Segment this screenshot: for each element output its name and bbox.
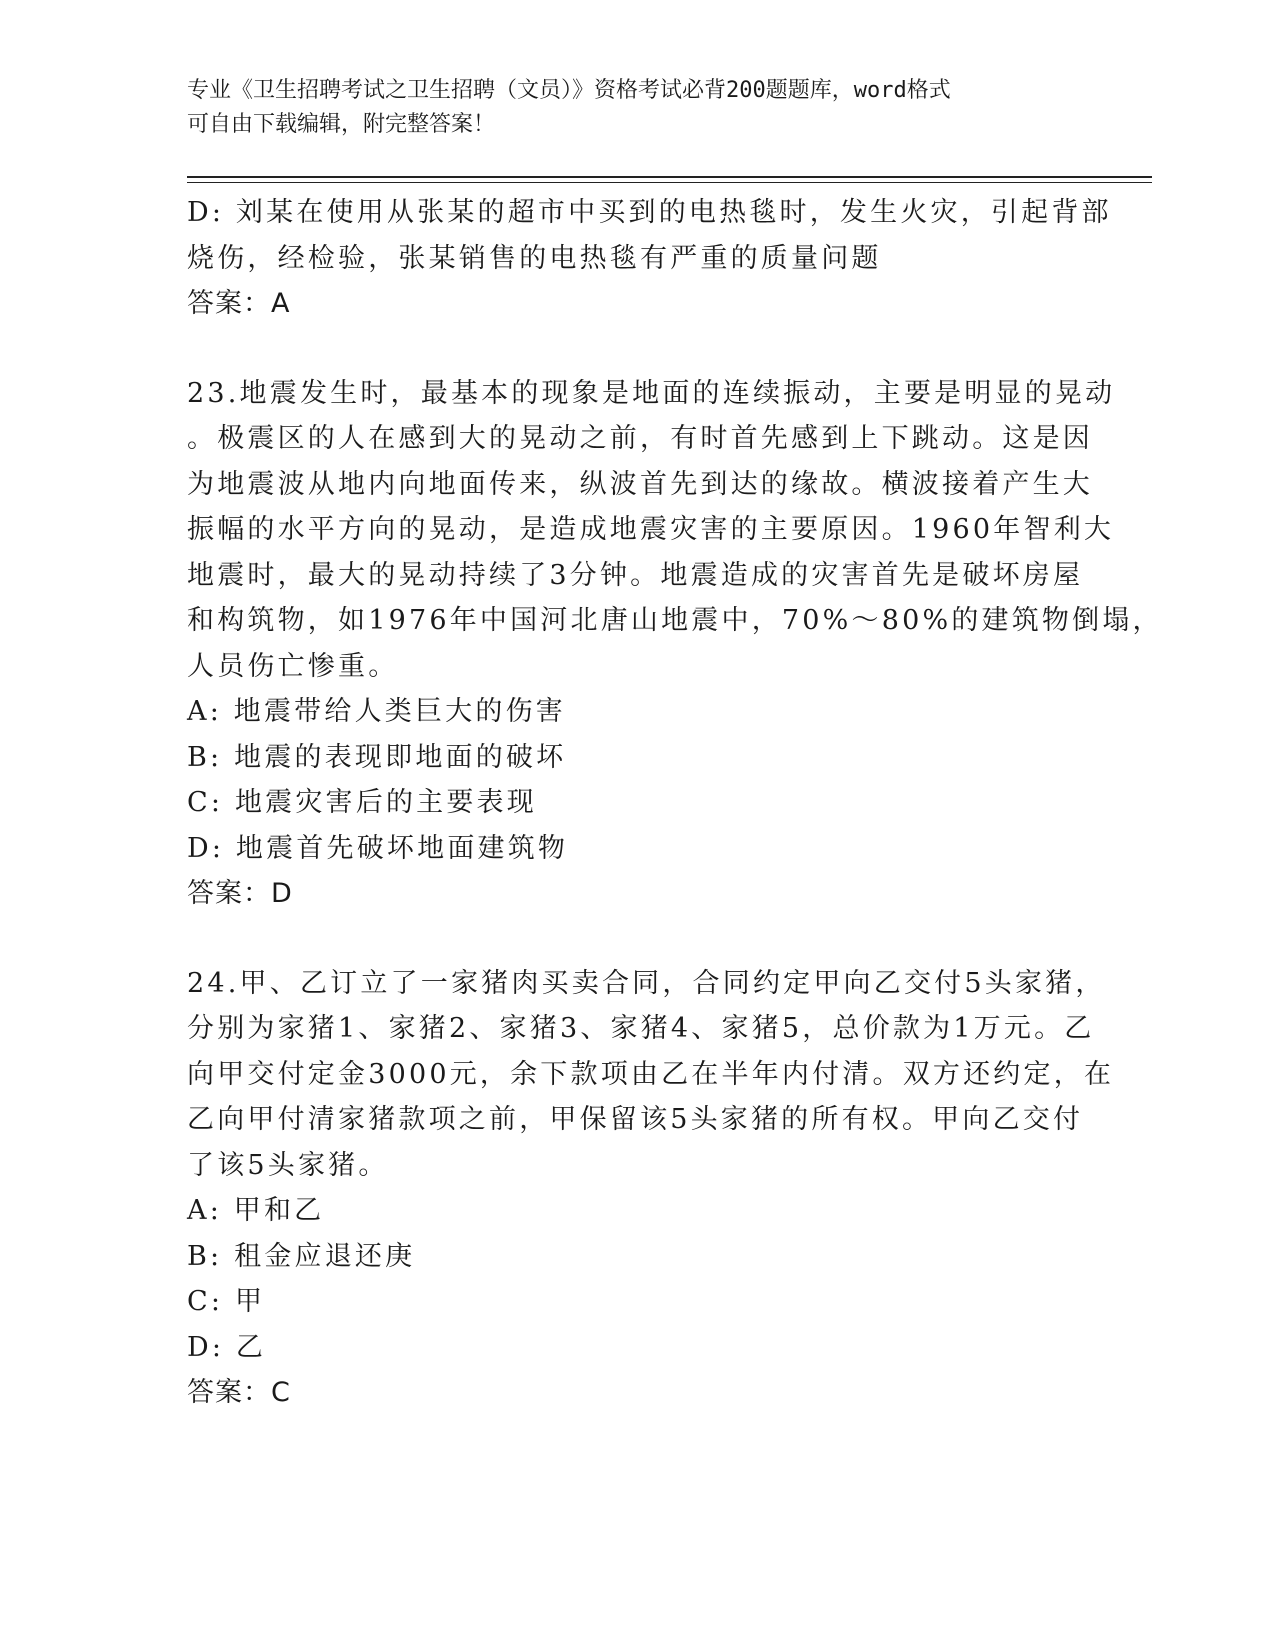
question-23	[187, 371, 1163, 917]
spacer	[187, 917, 1097, 961]
question-stem-line: 向甲交付定金3000元，余下款项由乙在半年内付清。双方还约定，在	[187, 1058, 1115, 1090]
option-d-line-2: 烧伤，经检验，张某销售的电热毯有严重的质量问题	[187, 242, 882, 274]
option-b: B: 地震的表现即地面的破坏	[187, 741, 567, 773]
question-stem-line: 地震时，最大的晃动持续了3分钟。地震造成的灾害首先是破坏房屋	[187, 559, 1084, 591]
question-content	[187, 190, 1163, 1416]
page-header	[187, 74, 1067, 142]
spacer	[187, 327, 1097, 371]
question-stem-line: 为地震波从地内向地面传来，纵波首先到达的缘故。横波接着产生大	[187, 468, 1093, 500]
answer-line: 答案：D	[187, 878, 293, 909]
header-title-line-2: 可自由下载编辑，附完整答案！	[187, 112, 496, 137]
header-title-line-1: 专业《卫生招聘考试之卫生招聘（文员）》资格考试必背200题题库，word格式	[187, 78, 951, 103]
option-b: B: 租金应退还庚	[187, 1240, 416, 1272]
option-c: C: 甲	[187, 1286, 266, 1317]
header-divider-thick	[187, 176, 1152, 178]
question-stem-line: 。极震区的人在感到大的晃动之前，有时首先感到上下跳动。这是因	[187, 423, 1093, 454]
option-c: C: 地震灾害后的主要表现	[187, 787, 537, 818]
option-a: A: 甲和乙	[187, 1195, 325, 1226]
option-d: D: 地震首先破坏地面建筑物	[187, 832, 569, 864]
option-d-line-1: D: 刘某在使用从张某的超市中买到的电热毯时，发生火灾，引起背部	[187, 197, 1112, 228]
answer-line: 答案：A	[187, 288, 291, 319]
question-stem-line: 乙向甲付清家猪款项之前，甲保留该5头家猪的所有权。甲向乙交付	[187, 1104, 1084, 1135]
option-a: A: 地震带给人类巨大的伤害	[187, 696, 566, 727]
question-stem-line: 振幅的水平方向的晃动，是造成地震灾害的主要原因。1960年智利大	[187, 514, 1115, 545]
question-22-tail	[187, 190, 1112, 327]
question-stem-line: 和构筑物，如1976年中国河北唐山地震中，70%～80%的建筑物倒塌，	[187, 605, 1163, 636]
question-24	[187, 961, 1115, 1416]
question-stem-line: 分别为家猪1、家猪2、家猪3、家猪4、家猪5，总价款为1万元。乙	[187, 1013, 1095, 1044]
header-divider-thin	[187, 182, 1152, 183]
question-stem-line: 了该5头家猪。	[187, 1149, 389, 1181]
option-d: D: 乙	[187, 1331, 267, 1363]
question-stem-line: 24.甲、乙订立了一家猪肉买卖合同，合同约定甲向乙交付5头家猪，	[187, 967, 1106, 999]
answer-line: 答案：C	[187, 1377, 291, 1408]
question-stem-line: 人员伤亡惨重。	[187, 650, 399, 682]
question-stem-line: 23.地震发生时，最基本的现象是地面的连续振动，主要是明显的晃动	[187, 377, 1116, 409]
